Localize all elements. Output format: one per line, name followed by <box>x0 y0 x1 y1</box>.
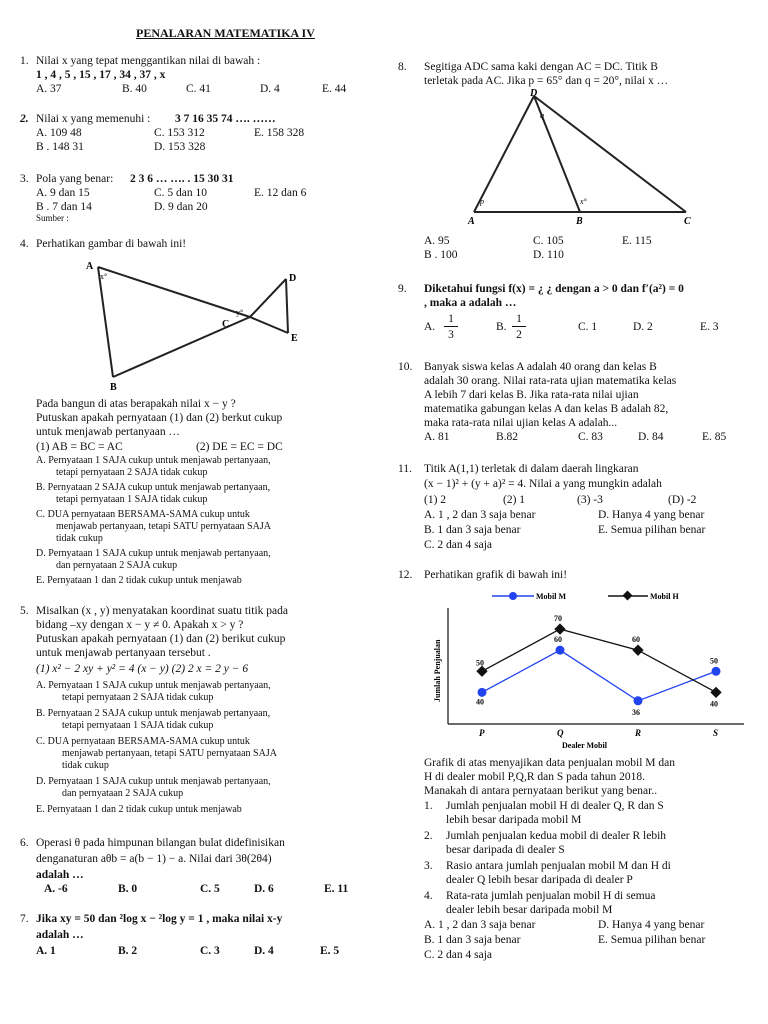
q11-statement: (D) -2 <box>668 494 697 506</box>
q6-option[interactable]: B. 0 <box>118 883 138 895</box>
q4-option-cont: tetapi pernyataan 1 SAJA tidak cukup <box>56 494 208 505</box>
q2-option[interactable]: A. 109 48 <box>36 127 82 139</box>
q9-option[interactable]: C. 1 <box>578 321 598 333</box>
q4-option[interactable]: A. Pernyataan 1 SAJA cukup untuk menjawab pertanyaan, <box>36 455 271 466</box>
data-point-m <box>478 688 487 697</box>
q12-statement-cont: besar daripada di dealer S <box>446 844 565 856</box>
q9-option[interactable]: A. <box>424 321 436 333</box>
q9-frac-b-bar <box>512 326 526 327</box>
data-point-m <box>712 667 721 676</box>
data-point-h <box>632 645 643 656</box>
q8-option[interactable]: D. 110 <box>533 249 564 261</box>
q2-option[interactable]: D. 153 328 <box>154 141 206 153</box>
data-label: 50 <box>476 658 484 668</box>
q1-option[interactable]: D. 4 <box>260 83 280 95</box>
q10-option[interactable]: A. 81 <box>424 431 450 443</box>
q3-text: Pola yang benar: <box>36 173 114 185</box>
data-label: 50 <box>710 656 718 666</box>
data-label: 70 <box>554 614 562 624</box>
q11-statement: (3) -3 <box>577 494 603 506</box>
q10-option[interactable]: C. 83 <box>578 431 603 443</box>
two-triangles-figure <box>80 255 310 395</box>
q11-statement: (2) 1 <box>503 494 526 506</box>
q11-option[interactable]: C. 2 dan 4 saja <box>424 539 493 551</box>
q12-statement: Jumlah penjualan mobil H di dealer Q, R dan S <box>446 800 664 812</box>
label-A: A <box>86 261 94 272</box>
q12-text: Perhatikan grafik di bawah ini! <box>424 569 568 581</box>
segment-CD <box>250 279 286 317</box>
q5-number: 5. <box>20 605 29 617</box>
q7-stem: Jika xy = 50 dan ²log x − ²log y = 1 , maka nilai x-y <box>36 913 283 925</box>
q7-option[interactable]: A. 1 <box>36 945 56 957</box>
q12-statement: Jumlah penjualan kedua mobil di dealer R lebih <box>446 830 667 842</box>
q12-option[interactable]: E. Semua pilihan benar <box>598 934 706 946</box>
q3-option[interactable]: D. 9 dan 20 <box>154 201 208 213</box>
q3-number: 3. <box>20 173 29 185</box>
segment-CE <box>250 317 288 333</box>
series-line-1 <box>482 629 716 692</box>
q1-option[interactable]: B. 40 <box>122 83 147 95</box>
legend-label-m: Mobil M <box>536 592 566 601</box>
label-E: E <box>291 333 298 344</box>
q6-option[interactable]: E. 11 <box>324 883 349 895</box>
q11-number: 11. <box>398 463 412 475</box>
q3-option[interactable]: C. 5 dan 10 <box>154 187 208 199</box>
q5-option[interactable]: D. Pernyataan 1 SAJA cukup untuk menjawab pertanyaan, <box>36 776 271 787</box>
q7-option[interactable]: E. 5 <box>320 945 340 957</box>
q7-option[interactable]: C. 3 <box>200 945 220 957</box>
data-point-m <box>634 696 643 705</box>
q5-option-cont: menjawab pertanyaan, tetapi SATU pernyataan SAJA <box>62 748 277 759</box>
x-tick-label: R <box>635 728 642 738</box>
q12-statement-number: 3. <box>424 860 433 872</box>
q12-option[interactable]: C. 2 dan 4 saja <box>424 949 493 961</box>
q1-option[interactable]: E. 44 <box>322 83 347 95</box>
label-y: y° <box>236 308 244 317</box>
q8-number: 8. <box>398 61 407 73</box>
data-point-h <box>710 687 721 698</box>
q12-option[interactable]: A. 1 , 2 dan 3 saja benar <box>424 919 536 931</box>
x-tick-label: P <box>479 728 485 738</box>
isosceles-triangle-figure <box>462 86 702 232</box>
q12-stem: Manakah di antara pernyataan berikut yang benar.. <box>424 785 658 797</box>
q1-sequence: 1 , 4 , 5 , 15 , 17 , 34 , 37 , x <box>36 69 166 81</box>
q5-option-cont: tetapi pernyataan 2 SAJA tidak cukup <box>62 692 214 703</box>
q12-statement-number: 1. <box>424 800 433 812</box>
q2-option[interactable]: E. 158 328 <box>254 127 305 139</box>
q5-option[interactable]: C. DUA pernyataan BERSAMA-SAMA cukup untuk <box>36 736 250 747</box>
x-tick-label: S <box>713 728 719 738</box>
q11-option[interactable]: A. 1 , 2 dan 3 saja benar <box>424 509 536 521</box>
q5-option[interactable]: E. Pernyataan 1 dan 2 tidak cukup untuk menjawab <box>36 804 242 815</box>
segment-DA <box>474 96 534 212</box>
q5-stem: untuk menjawab pertanyaan tersebut . <box>36 647 211 659</box>
q9-option[interactable]: E. 3 <box>700 321 719 333</box>
q4-option-cont: menjawab pertanyaan, tetapi SATU pernyataan SAJA <box>56 521 271 532</box>
q12-stem: H di dealer mobil P,Q,R dan S pada tahun 2018. <box>424 771 646 783</box>
q4-option-cont: tidak cukup <box>56 533 103 544</box>
q5-option[interactable]: A. Pernyataan 1 SAJA cukup untuk menjawab pertanyaan, <box>36 680 271 691</box>
q7-option[interactable]: D. 4 <box>254 945 274 957</box>
q5-option-cont: tetapi pernyataan 1 SAJA tidak cukup <box>62 720 214 731</box>
x-tick-label: Q <box>557 728 564 738</box>
q6-option[interactable]: D. 6 <box>254 883 274 895</box>
q8-stem: Segitiga ADC sama kaki dengan AC = DC. Titik B <box>424 61 658 73</box>
q4-number: 4. <box>20 238 29 250</box>
segment-BC <box>113 317 250 377</box>
q4-stem: Putuskan apakah pernyataan (1) dan (2) berkut cukup <box>36 412 283 424</box>
label-D: D <box>530 88 538 99</box>
q11-option[interactable]: B. 1 dan 3 saja benar <box>424 524 521 536</box>
q2-option[interactable]: B . 148 31 <box>36 141 84 153</box>
sales-line-chart <box>420 584 750 754</box>
q7-number: 7. <box>20 913 29 925</box>
q5-stem: bidang –xy dengan x − y ≠ 0. Apakah x > y ? <box>36 619 244 631</box>
q4-stem: Pada bangun di atas berapakah nilai x − y ? <box>36 398 236 410</box>
segment-AC <box>98 267 250 317</box>
q11-stem: Titik A(1,1) terletak di dalam daerah lingkaran <box>424 463 639 475</box>
q5-stem: Putuskan apakah pernyataan (1) dan (2) berikut cukup <box>36 633 286 645</box>
q2-option[interactable]: C. 153 312 <box>154 127 205 139</box>
label-x: x° <box>100 272 108 281</box>
q1-option[interactable]: A. 37 <box>36 83 62 95</box>
q9-number: 9. <box>398 283 407 295</box>
q4-statement-1: (1) AB = BC = AC <box>36 441 123 453</box>
q2-number: 2. <box>20 113 29 125</box>
q8-option[interactable]: B . 100 <box>424 249 458 261</box>
q12-statement: Rata-rata jumlah penjualan mobil H di semua <box>446 890 656 902</box>
q10-number: 10. <box>398 361 413 373</box>
q12-statement-number: 4. <box>424 890 433 902</box>
q12-number: 12. <box>398 569 413 581</box>
data-label: 40 <box>476 697 484 707</box>
q10-stem: maka rata-rata nilai ujian kelas A adalah... <box>424 417 618 429</box>
q4-option[interactable]: D. Pernyataan 1 SAJA cukup untuk menjawab pertanyaan, <box>36 548 271 559</box>
q8-option[interactable]: C. 105 <box>533 235 564 247</box>
data-label: 60 <box>554 635 562 645</box>
q8-option[interactable]: E. 115 <box>622 235 652 247</box>
q4-text: Perhatikan gambar di bawah ini! <box>36 238 187 250</box>
legend-marker-h <box>623 591 633 601</box>
data-label: 40 <box>710 699 718 709</box>
q3-option[interactable]: B . 7 dan 14 <box>36 201 92 213</box>
legend-marker-m <box>509 592 517 600</box>
q4-option[interactable]: B. Pernyataan 2 SAJA cukup untuk menjawab pertanyaan, <box>36 482 271 493</box>
segment-DE <box>286 279 288 333</box>
q3-source: Sumber : <box>36 213 69 223</box>
q6-option[interactable]: A. -6 <box>44 883 68 895</box>
q5-option-cont: dan pernyataan 2 SAJA cukup <box>62 788 184 799</box>
legend-label-h: Mobil H <box>650 592 679 601</box>
q4-option-cont: tetapi pernyataan 2 SAJA tidak cukup <box>56 467 208 478</box>
q9-frac-b-numerator: 1 <box>516 313 522 325</box>
label-D: D <box>289 273 297 284</box>
q5-statements: (1) x² − 2 xy + y² = 4 (x − y) (2) 2 x = 2 y − 6 <box>36 663 249 675</box>
q8-option[interactable]: A. 95 <box>424 235 450 247</box>
segment-AB <box>98 267 113 377</box>
q3-option[interactable]: A. 9 dan 15 <box>36 187 90 199</box>
q9-option[interactable]: D. 2 <box>633 321 653 333</box>
q12-option[interactable]: B. 1 dan 3 saja benar <box>424 934 521 946</box>
q12-statement: Rasio antara jumlah penjualan mobil M dan H di <box>446 860 671 872</box>
data-point-m <box>556 646 565 655</box>
q1-option[interactable]: C. 41 <box>186 83 211 95</box>
series-line-0 <box>482 650 716 701</box>
label-B: B <box>110 382 117 393</box>
q4-option[interactable]: E. Pernyataan 1 dan 2 tidak cukup untuk menjawab <box>36 575 242 586</box>
q5-option[interactable]: B. Pernyataan 2 SAJA cukup untuk menjawab pertanyaan, <box>36 708 271 719</box>
q8-stem: terletak pada AC. Jika p = 65° dan q = 20°, nilai x … <box>424 75 669 87</box>
q9-option[interactable]: B. <box>496 321 507 333</box>
q11-statement: (1) 2 <box>424 494 447 506</box>
label-q: q <box>540 111 544 120</box>
q12-statement-cont: dealer lebih besar daripada mobil M <box>446 904 613 916</box>
x-axis-label: Dealer Mobil <box>562 741 607 750</box>
label-p: p <box>480 197 484 206</box>
data-label: 36 <box>632 707 640 717</box>
q9-frac-a-numerator: 1 <box>448 313 454 325</box>
q11-option[interactable]: D. Hanya 4 yang benar <box>598 509 705 521</box>
q10-stem: matematika gabungan kelas A dan kelas B adalah 82, <box>424 403 669 415</box>
q12-statement-cont: lebih besar daripada mobil M <box>446 814 582 826</box>
q12-option[interactable]: D. Hanya 4 yang benar <box>598 919 705 931</box>
q1-text: Nilai x yang tepat menggantikan nilai di bawah : <box>36 55 261 67</box>
q12-stem: Grafik di atas menyajikan data penjualan mobil M dan <box>424 757 676 769</box>
q10-option[interactable]: B.82 <box>496 431 519 443</box>
page-title: PENALARAN MATEMATIKA IV <box>136 26 315 40</box>
q2-sequence: 3 7 16 35 74 …. …… <box>175 113 276 125</box>
q9-stem: , maka a adalah … <box>424 297 517 309</box>
data-point-h <box>476 666 487 677</box>
q10-stem: Banyak siswa kelas A adalah 40 orang dan kelas B <box>424 361 657 373</box>
q6-number: 6. <box>20 837 29 849</box>
q12-statement-cont: dealer Q lebih besar daripada di dealer P <box>446 874 633 886</box>
data-point-h <box>554 623 565 634</box>
q6-stem: adalah … <box>36 869 84 881</box>
label-B: B <box>576 216 583 227</box>
q4-stem: untuk menjawab pertanyaan … <box>36 426 181 438</box>
q9-frac-a-denominator: 3 <box>448 329 454 341</box>
q11-stem: (x − 1)² + (y + a)² = 4. Nilai a yang mungkin adalah <box>424 478 662 490</box>
q4-option[interactable]: C. DUA pernyataan BERSAMA-SAMA cukup untuk <box>36 509 250 520</box>
q6-stem: Operasi θ pada himpunan bilangan bulat didefinisikan <box>36 837 285 849</box>
q5-stem: Misalkan (x , y) menyatakan koordinat suatu titik pada <box>36 605 288 617</box>
label-x: x° <box>580 197 587 206</box>
label-A: A <box>468 216 475 227</box>
q10-option[interactable]: D. 84 <box>638 431 664 443</box>
q10-option[interactable]: E. 85 <box>702 431 727 443</box>
q6-stem: denganaturan aθb = a(b − 1) − a. Nilai dari 3θ(2θ4) <box>36 853 272 865</box>
q11-option[interactable]: E. Semua pilihan benar <box>598 524 706 536</box>
q12-statement-number: 2. <box>424 830 433 842</box>
q9-frac-a-bar <box>444 326 458 327</box>
q2-text: Nilai x yang memenuhi : <box>36 113 151 125</box>
q10-stem: A lebih 7 dari kelas B. Jika rata-rata nilai ujian <box>424 389 639 401</box>
q4-statement-2: (2) DE = EC = DC <box>196 441 283 453</box>
q7-stem: adalah … <box>36 929 84 941</box>
q3-sequence: 2 3 6 … …. . 15 30 31 <box>130 173 234 185</box>
label-C: C <box>684 216 691 227</box>
q9-frac-b-denominator: 2 <box>516 329 522 341</box>
q9-stem: Diketahui fungsi f(x) = ¿ ¿ dengan a > 0 dan f′(a²) = 0 <box>424 283 684 295</box>
q10-stem: adalah 30 orang. Nilai rata-rata ujian matematika kelas <box>424 375 677 387</box>
y-axis-label: Jumlah Penjualan <box>433 639 442 702</box>
q1-number: 1. <box>20 55 29 67</box>
q4-option-cont: dan pernyataan 2 SAJA cukup <box>56 560 178 571</box>
q3-option[interactable]: E. 12 dan 6 <box>254 187 307 199</box>
q5-option-cont: tidak cukup <box>62 760 109 771</box>
q7-option[interactable]: B. 2 <box>118 945 138 957</box>
data-label: 60 <box>632 635 640 645</box>
q6-option[interactable]: C. 5 <box>200 883 220 895</box>
label-C: C <box>222 319 230 330</box>
